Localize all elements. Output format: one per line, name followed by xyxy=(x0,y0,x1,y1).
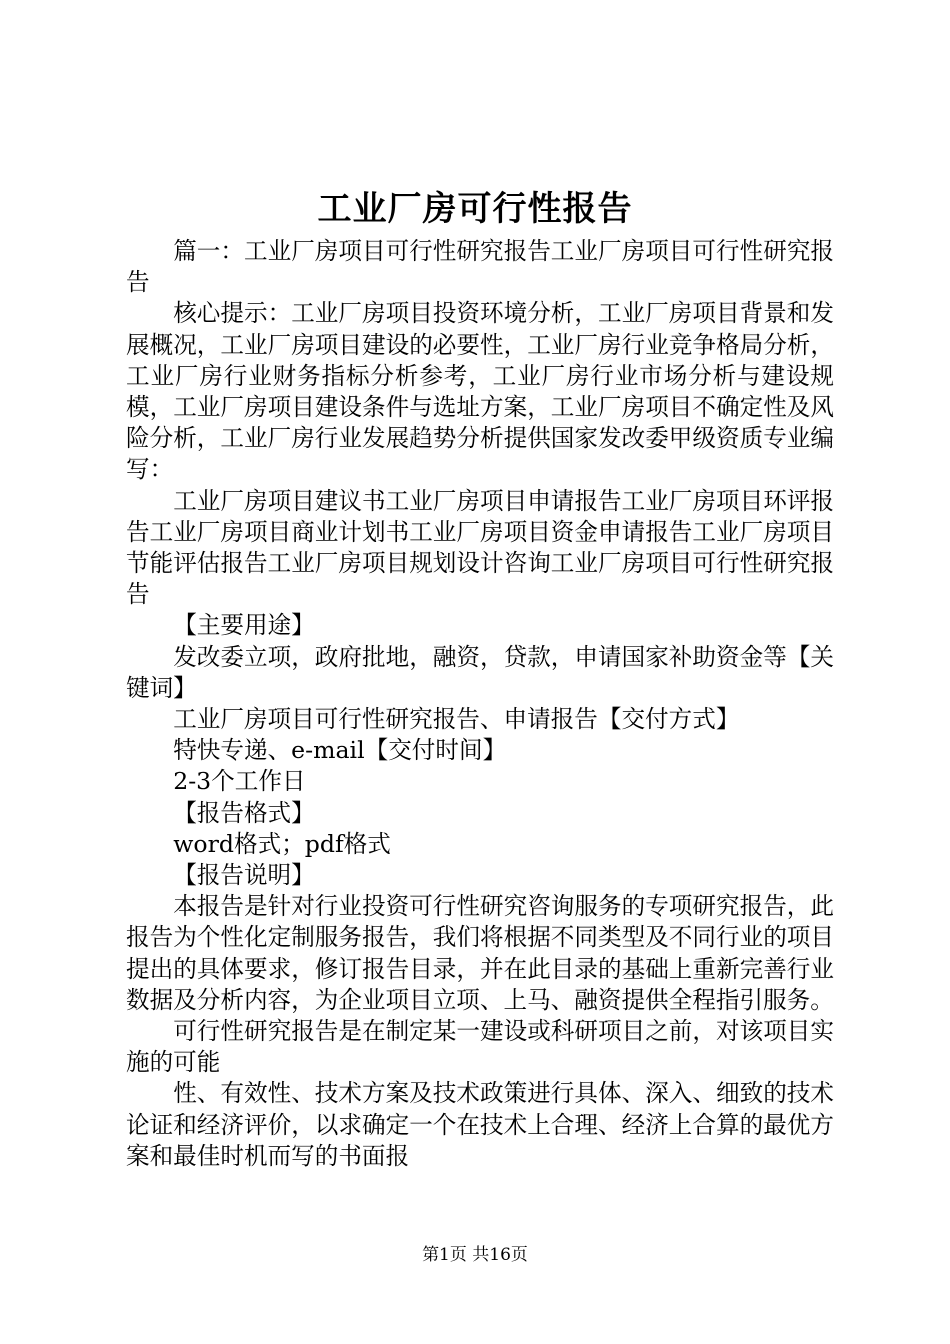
paragraph: 2-3个工作日 xyxy=(173,767,306,796)
paragraph: 本报告是针对行业投资可行性研究咨询服务的专项研究报告，此报告为个性化定制服务报告，我们将根据不同类型及不同行业的项目提出的具体要求，修订报告目录，并在此目录的基础上重新完善行业数据及分析内容，为企业项目立项、上马、融资提供全程指引服务。 xyxy=(126,892,834,1014)
paragraph: 可行性研究报告是在制定某一建设或科研项目之前，对该项目实施的可能 xyxy=(126,1017,834,1077)
document-body xyxy=(126,236,834,1172)
paragraph: 工业厂房项目建议书工业厂房项目申请报告工业厂房项目环评报告工业厂房项目商业计划书工业厂房项目资金申请报告工业厂房项目节能评估报告工业厂房项目规划设计咨询工业厂房项目可行性研究报告 xyxy=(126,486,834,609)
page-footer: 第1页 共16页 xyxy=(422,1245,528,1265)
paragraph: 【主要用途】 xyxy=(173,611,315,640)
paragraph: 发改委立项，政府批地，融资，贷款，申请国家补助资金等【关键词】 xyxy=(126,642,834,702)
paragraph: 篇一：工业厂房项目可行性研究报告工业厂房项目可行性研究报告 xyxy=(126,237,834,297)
paragraph: 特快专递、e-mail【交付时间】 xyxy=(173,736,507,765)
paragraph: 性、有效性、技术方案及技术政策进行具体、深入、细致的技术论证和经济评价，以求确定一个在技术上合理、经济上合算的最优方案和最佳时机而写的书面报 xyxy=(126,1079,834,1170)
document-title: 工业厂房可行性报告 xyxy=(317,189,633,229)
paragraph: 【报告说明】 xyxy=(173,861,315,890)
paragraph: 工业厂房项目可行性研究报告、申请报告【交付方式】 xyxy=(173,705,740,734)
paragraph: 【报告格式】 xyxy=(173,798,315,827)
paragraph: word格式；pdf格式 xyxy=(173,829,391,858)
paragraph: 核心提示：工业厂房项目投资环境分析，工业厂房项目背景和发展概况，工业厂房项目建设的必要性，工业厂房行业竞争格局分析，工业厂房行业财务指标分析参考，工业厂房行业市场分析与建设规模，工业厂房项目建设条件与选址方案，工业厂房项目不确定性及风险分析，工业厂房行业发展趋势分析提供国家发改委甲级资质专业编写： xyxy=(126,299,834,484)
